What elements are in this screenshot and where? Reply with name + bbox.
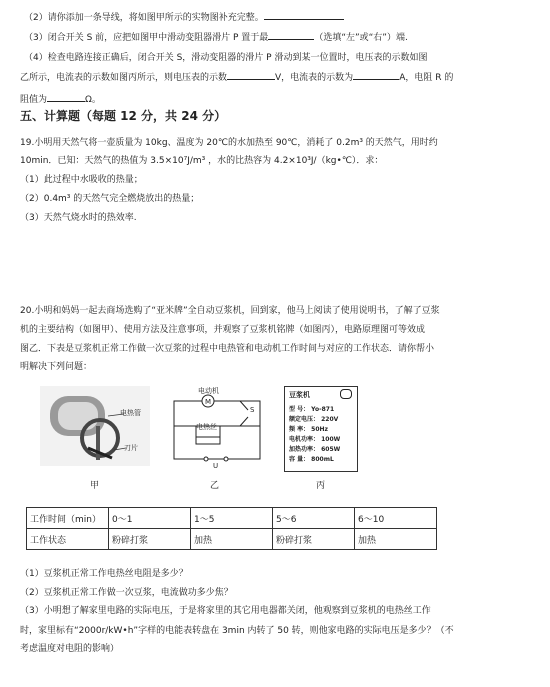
section-heading: 五、计算题（每题 12 分，共 24 分） xyxy=(20,109,227,123)
question-line xyxy=(24,30,408,44)
motor-label: 电动机 xyxy=(198,387,219,395)
circuit-diagram xyxy=(162,386,272,472)
question-20-line: 图乙．下表是豆浆机正常工作做一次豆浆的过程中电热管和电动机工作时间与对应的工作状态．请你帮小 xyxy=(20,344,435,354)
question-line xyxy=(24,52,427,64)
nameplate-row xyxy=(289,415,340,425)
question-text: Ω。 xyxy=(85,95,101,105)
nameplate-row xyxy=(289,435,340,445)
nameplate xyxy=(284,386,358,472)
table-cell: 5～6 xyxy=(273,508,355,529)
nameplate-key: 容 量： xyxy=(289,456,310,463)
question-text: A，电阻 R 的 xyxy=(399,73,454,83)
nameplate-value: Yo-871 xyxy=(309,406,335,413)
figure-caption-jia: 甲 xyxy=(90,481,100,491)
subquestion: （3）小明想了解家里电路的实际电压，于是将家里的其它用电器都关闭，他观察到豆浆机的电热丝工作 xyxy=(20,606,431,616)
nameplate-brand: 豆浆机 xyxy=(289,391,310,399)
nameplate-key: 型 号： xyxy=(289,406,310,413)
table-cell: 0～1 xyxy=(109,508,191,529)
question-text: （选填“左”或“右”）端. xyxy=(314,33,408,43)
figures xyxy=(40,386,360,490)
work-time-table xyxy=(26,507,437,550)
subquestion: （2）0.4m³ 的天然气完全燃烧放出的热量； xyxy=(20,194,200,204)
nameplate-row xyxy=(289,455,340,465)
plug-icon xyxy=(340,389,352,399)
question-line xyxy=(24,10,344,24)
question-19-line: 19.小明用天然气将一壶质量为 10kg、温度为 20℃的水加热至 90℃，消耗了 0.2m³ 的天然气，用时约 xyxy=(20,138,438,148)
blade-label: 刀片 xyxy=(124,444,138,452)
nameplate-value: 50Hz xyxy=(309,426,329,433)
subquestion: （2）豆浆机正常工作做一次豆浆，电流做功多少焦？ xyxy=(20,588,233,598)
answer-blank xyxy=(47,92,85,102)
table-cell: 加热 xyxy=(355,529,437,550)
table-cell: 6～10 xyxy=(355,508,437,529)
nameplate-rows xyxy=(289,405,340,465)
nameplate-key: 加热功率： xyxy=(289,446,320,453)
nameplate-row xyxy=(289,445,340,455)
figure-caption-yi: 乙 xyxy=(210,481,220,491)
answer-blank xyxy=(227,70,275,80)
table-cell: 1～5 xyxy=(191,508,273,529)
soymilk-maker-icon xyxy=(40,386,150,466)
heater-label: 电热管 xyxy=(120,409,141,417)
table-cell: 工作状态 xyxy=(27,529,109,550)
soymilk-maker-photo xyxy=(40,386,150,466)
question-text: 阻值为 xyxy=(20,95,48,105)
table-cell: 粉碎打浆 xyxy=(273,529,355,550)
answer-blank xyxy=(353,70,399,80)
table-cell: 工作时间（min） xyxy=(27,508,109,529)
subquestion: 考虑温度对电阻的影响） xyxy=(20,644,120,654)
subquestion: （1）豆浆机正常工作电热丝电阻是多少？ xyxy=(20,569,188,579)
table-cell: 粉碎打浆 xyxy=(109,529,191,550)
question-line xyxy=(20,70,453,84)
nameplate-value: 800mL xyxy=(309,456,334,463)
nameplate-row xyxy=(289,425,340,435)
nameplate-value: 605W xyxy=(319,446,341,453)
question-text: （2）请你添加一条导线，将如图甲所示的实物图补充完整。 xyxy=(24,13,264,23)
table-row xyxy=(27,529,437,550)
question-19-line: 10min．已知：天然气的热值为 3.5×10⁷J/m³ ，水的比热容为 4.2×10³J/（kg•℃）．求： xyxy=(20,156,384,166)
subquestion: 时，家里标有“2000r/kW•h”字样的电能表转盘在 3min 内转了 50 转，则他家电路的实际电压是多少？（不 xyxy=(20,626,454,636)
motor-m: M xyxy=(205,398,212,406)
question-20-line: 明解决下列问题： xyxy=(20,362,93,372)
switch-label: S xyxy=(250,406,255,414)
nameplate-key: 电机功率： xyxy=(289,436,320,443)
answer-blank xyxy=(264,10,344,20)
nameplate-row xyxy=(289,405,340,415)
question-line xyxy=(20,92,101,106)
question-20-line: 20.小明和妈妈一起去商场选购了“亚米牌”全自动豆浆机，回到家，他马上阅读了使用说明书，了解了豆浆 xyxy=(20,306,440,316)
nameplate-key: 额定电压： xyxy=(289,416,320,423)
table-row xyxy=(27,508,437,529)
answer-blank xyxy=(268,30,314,40)
nameplate-value: 100W xyxy=(319,436,341,443)
subquestion: （3）天然气烧水时的热效率. xyxy=(20,213,137,223)
figure-caption-bing: 丙 xyxy=(316,481,326,491)
question-text: （4）检查电路连接正确后，闭合开关 S，滑动变阻器的滑片 P 滑动到某一位置时，电压表的示数如图 xyxy=(24,53,428,63)
question-text: （3）闭合开关 S 前，应把如图甲中滑动变阻器滑片 P 置于最 xyxy=(24,33,269,43)
question-20-line: 机的主要结构（如图甲）、使用方法及注意事项，并观察了豆浆机铭牌（如图丙），电路原理图可等效成 xyxy=(20,325,426,335)
circuit-icon xyxy=(162,386,272,472)
subquestion: （1）此过程中水吸收的热量； xyxy=(20,175,143,185)
table-cell: 加热 xyxy=(191,529,273,550)
nameplate-key: 频 率： xyxy=(289,426,310,433)
question-text: 乙所示，电流表的示数如图丙所示，则电压表的示数 xyxy=(20,73,228,83)
nameplate-value: 220V xyxy=(319,416,339,423)
heater-wire-label: 电热丝 xyxy=(196,423,217,431)
source-label: U xyxy=(213,462,219,470)
question-text: V，电流表的示数为 xyxy=(275,73,354,83)
